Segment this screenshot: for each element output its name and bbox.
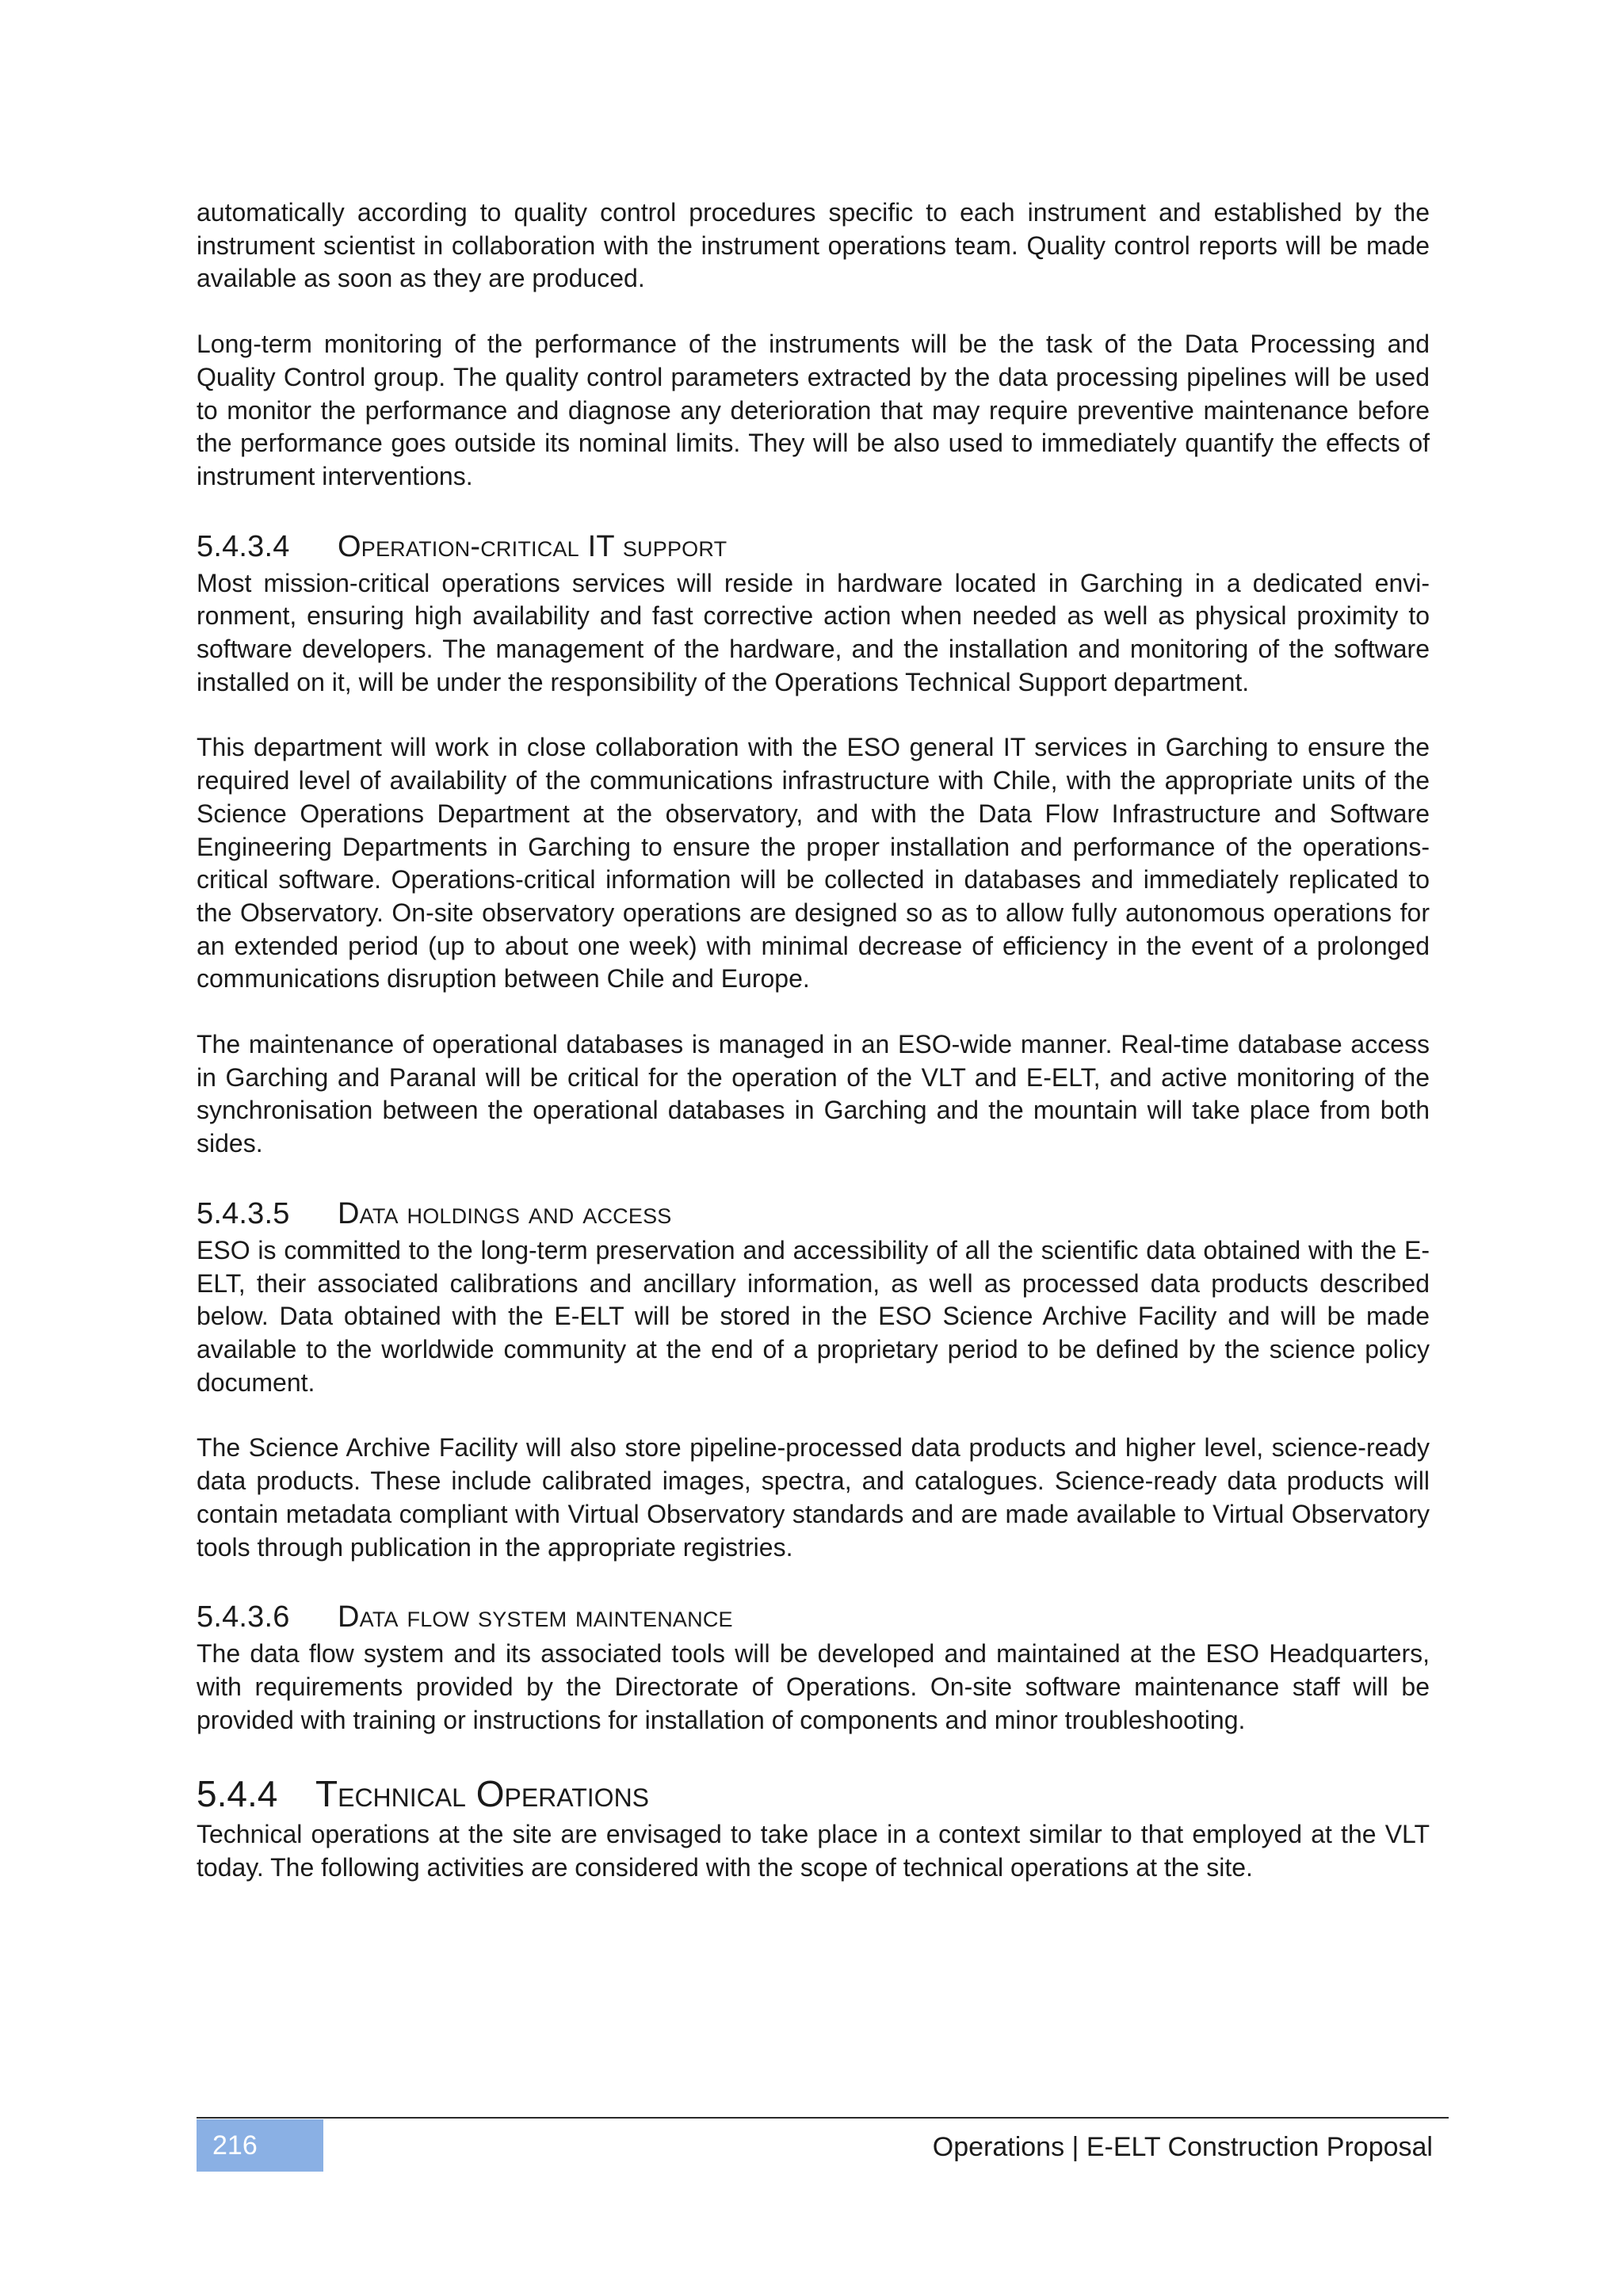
section-5-4-4-paragraph-1: Technical operations at the site are envisaged to take place in a context similar to that employed at the VLT today. The following activities are considered with the scope of technical operations at the site. (197, 1820, 1430, 1882)
section-5-4-3-4-paragraph-2: This department will work in close collaboration with the ESO general IT services in Garching to ensure the required level of availability of the communications infrastructure with Chile, with the appropriate units of the Science Operations Department at the observatory, and with the Data Flow Infrastructure and Software Engineering Departments in Garching to ensure the proper installation and performance of the operations-critical software. Operations-critical information will be collected in databases and immediately replicated to the Observatory. On-site observatory operations are designed so as to allow fully autonomous operations for an extended period (up to about one week) with minimal decrease of efficiency in the event of a prolonged communications disruption between Chile and Europe. (197, 733, 1430, 994)
section-5-4-3-5-paragraph-2: The Science Archive Facility will also store pipeline-processed data products and higher level, science-ready data products. These include calibrated images, spectra, and catalogues. Science-ready data products will contain metadata compliant with Virtual Observatory standards and are made available to Virtual Observatory tools through publication in the appropriate registries. (197, 1433, 1430, 1562)
section-5-4-3-6-paragraph-1: The data flow system and its associated tools will be developed and maintained at the ESO Headquarters, with requirements provided by the Directorate of Operations. On-site software maintenance staff will be provided with training or instructions for installation of components and minor troubleshooting. (197, 1639, 1430, 1734)
section-heading-5-4-3-5 (197, 1193, 1430, 1234)
footer-title: Operations | E-ELT Construction Proposal (932, 2132, 1433, 2162)
section-heading-5-4-3-6 (197, 1596, 1430, 1638)
section-number: 5.4.3.5 (197, 1196, 290, 1230)
section-number: 5.4.3.6 (197, 1600, 290, 1634)
section-5-4-3-4-paragraph-1: Most mission-critical operations services will reside in hardware located in Garching in a dedicated environment, ensuring high availability and fast corrective action when needed as well as physical proximity to software developers. The management of the hardware, and the installation and monitoring of the software installed on it, will be under the responsibility of the Operations Technical Support department. (197, 568, 1430, 696)
section-number: 5.4.4 (197, 1773, 278, 1815)
section-title: Data holdings and access (338, 1196, 672, 1230)
section-5-4-3-4-paragraph-3: The maintenance of operational databases is managed in an ESO-wide manner. Real-time database access in Garching and Paranal will be critical for the operation of the VLT and E-ELT, and active monitoring of the synchronisation between the operational databases in Garching and the mountain will take place from both sides. (197, 1030, 1430, 1158)
section-5-4-3-5-paragraph-1: ESO is committed to the long-term preservation and accessibility of all the scientific data obtained with the E-ELT, their associated calibrations and ancillary information, as well as processed data products described below. Data obtained with the E-ELT will be stored in the ESO Science Archive Facility and will be made available to the worldwide community at the end of a proprietary period to be defined by the science policy document. (197, 1235, 1430, 1397)
section-heading-5-4-4 (197, 1769, 1430, 1818)
section-heading-5-4-3-4 (197, 526, 1430, 567)
section-number: 5.4.3.4 (197, 529, 290, 563)
section-title: Technical Operations (315, 1773, 650, 1815)
intro-paragraph-2: Long-term monitoring of the performance of the instruments will be the task of the Data Processing and Quality Control group. The quality control parameters extracted by the data processing pipelines will be used to monitor the performance and diagnose any deterioration that may require preventive maintenance before the performance goes outside its nominal limits. They will be also used to immediately quantify the effects of instrument interventions. (197, 330, 1430, 490)
section-title: Operation-critical IT support (338, 529, 727, 563)
intro-paragraph-1: automatically according to quality control procedures specific to each instrument and established by the instrument scientist in collaboration with the instrument operations team. Quality control reports will be made available as soon as they are produced. (197, 198, 1430, 293)
page-number: 216 (197, 2119, 323, 2172)
footer-divider (197, 2117, 1449, 2119)
page-body (197, 196, 1430, 1917)
section-title: Data flow system maintenance (338, 1600, 733, 1634)
